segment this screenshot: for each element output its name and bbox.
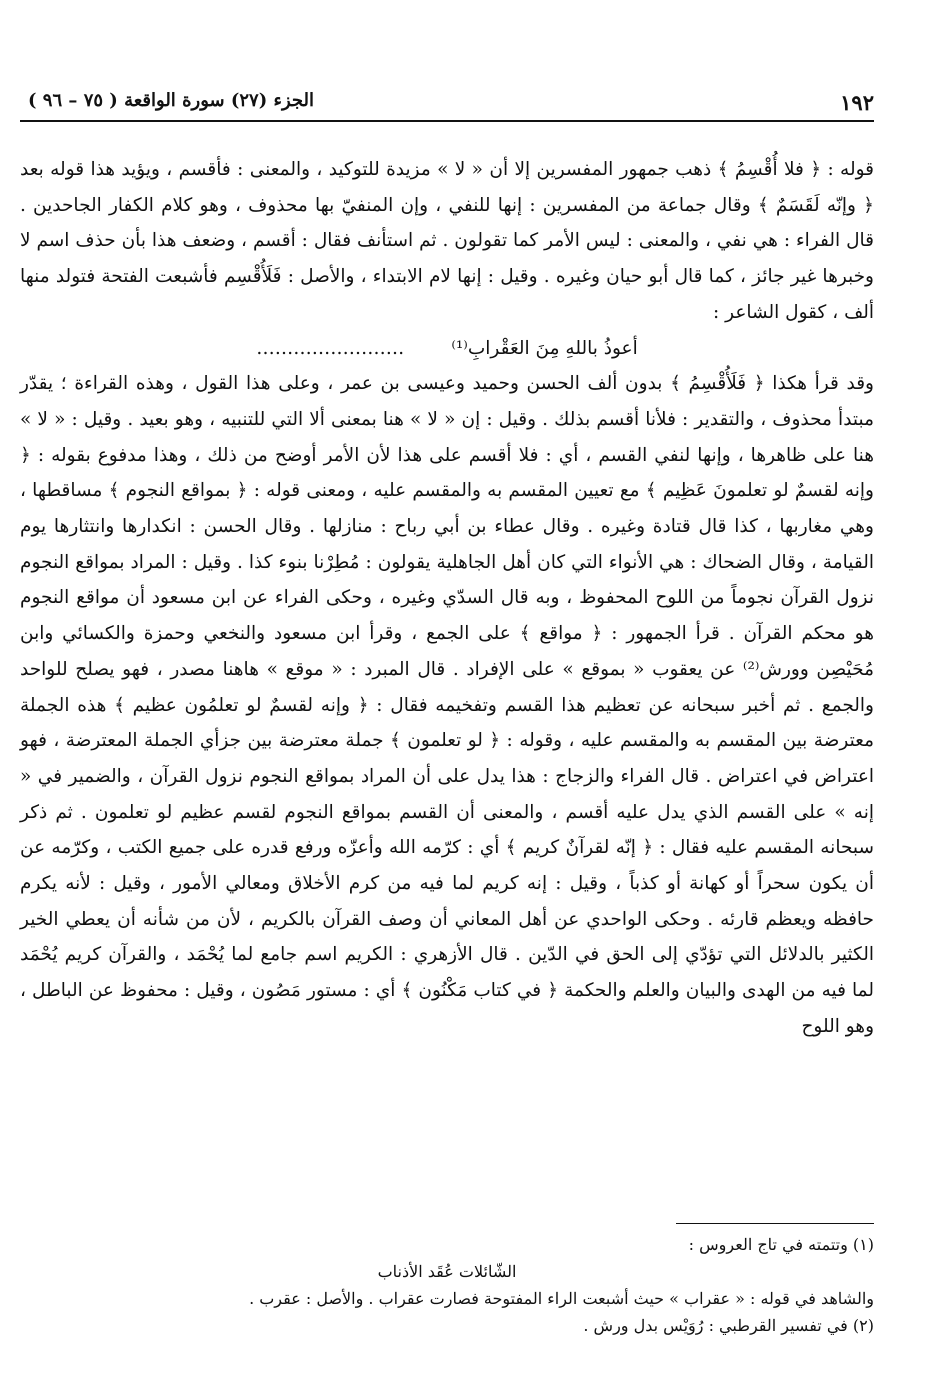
- page-header: [20, 88, 874, 122]
- verse-text: أعوذُ باللهِ مِنَ العَقْرابِ⁽¹⁾: [451, 337, 638, 359]
- footnote-separator: [676, 1223, 874, 1224]
- footnote-1-verse: الشّائلات عُقَد الأذناب: [377, 1262, 517, 1281]
- page-number: ١٩٢: [840, 90, 874, 115]
- running-head: الجزء (٢٧) سورة الواقعة ( ٧٥ – ٩٦ ): [28, 90, 314, 111]
- paragraph-1: قوله : ﴿ فلا أُقْسِمُ ﴾ ذهب جمهور المفسرين إلا أن « لا » مزيدة للتوكيد ، والمعنى : فأقسم ، ويؤيد هذا قوله بعد ﴿ وإنّه لَقَسَمٌ ﴾ وقال جماعة من المفسرين : إنها للنفي ، وإن المنفيّ بها محذوف ، وهو كلام الكفار الجاحدين . قال الفراء : هي نفي ، والمعنى : ليس الأمر كما تقولون . ثم استأنف فقال : أقسم ، وضعف هذا بأن حذف اسم لا وخبرها غير جائز ، كما قال أبو حيان وغيره . وقيل : إنها لام الابتداء ، والأصل : فَلَأُقْسِم فأشبعت الفتحة فتولد منها ألف ، كقول الشاعر :: [20, 159, 874, 323]
- footnotes: [20, 1231, 874, 1339]
- paragraph-2: وقد قرأ هكذا ﴿ فَلَأُقْسِمُ ﴾ بدون ألف الحسن وحميد وعيسى بن عمر ، وعلى هذا القول ، وهذه القراءة ؛ يقدّر مبتدأ محذوف ، والتقدير : فلأنا أقسم بذلك . وقيل : إن « لا » هنا بمعنى ألا التي للتنبيه ، وهو بعيد . وقيل : « لا » هنا على ظاهرها ، وإنها لنفي القسم ، أي : فلا أقسم على هذا لأن الأمر أوضح من ذلك ، وهذا مدفوع بقوله : ﴿ وإنه لقسمٌ لو تعلمونَ عَظِيم ﴾ مع تعيين المقسم به والمقسم عليه ، ومعنى قوله : ﴿ بمواقع النجوم ﴾ مساقطها ، وهي مغاربها ، كذا قال قتادة وغيره . وقال عطاء بن أبي رباح : منازلها . وقال الحسن : انكدارها وانتثارها يوم القيامة ، وقال الضحاك : هي الأنواء التي كان أهل الجاهلية يقولون : مُطِرْنا بنوء كذا . وقيل : المراد بمواقع النجوم نزول القرآن نجوماً من اللوح المحفوظ ، وبه قال السدّي وغيره ، وحكى الفراء عن ابن مسعود أن مواقع النجوم هو محكم القرآن . قرأ الجمهور : ﴿ مواقع ﴾ على الجمع ، وقرأ ابن مسعود والنخعي وحمزة والكسائي وابن مُحَيْصِن وورش⁽²⁾ عن يعقوب « بموقع » على الإفراد . قال المبرد : « موقع » هاهنا مصدر ، فهو يصلح للواحد والجمع . ثم أخبر سبحانه عن تعظيم هذا القسم وتفخيمه فقال : ﴿ وإنه لقسمٌ لو تعلمُون عظيم ﴾ هذه الجملة معترضة بين المقسم به والمقسم عليه ، وقوله : ﴿ لو تعلمون ﴾ جملة معترضة بين جزأي الجملة المعترضة ، فهو اعتراض في اعتراض . قال الفراء والزجاج : هذا يدل على أن المراد بمواقع النجوم نزول القرآن ، والضمير في « إنه » على القسم الذي يدل عليه أقسم ، والمعنى أن القسم بمواقع النجوم لقسم عظيم لو تعلمون . ثم ذكر سبحانه المقسم عليه فقال : ﴿ إنّه لقرآنٌ كريم ﴾ أي : كرّمه الله وأعزّه ورفع قدره على جميع الكتب ، وكرّمه عن أن يكون سحراً أو كهانة أو كذباً ، وقيل : إنه كريم لما فيه من كرم الأخلاق ومعالي الأمور ، وقيل : لأنه يكرم حافظه ويعظم قارئه . وحكى الواحدي عن أهل المعاني أن وصف القرآن بالكريم ، لأن من شأنه أن يعطي الخير الكثير بالدلائل التي تؤدّي إلى الحق في الدّين . قال الأزهري : الكريم اسم جامع لما يُحْمَد ، والقرآن كريم يُحْمَد لما فيه من الهدى والبيان والعلم والحكمة ﴿ في كتاب مَكْنُون ﴾ أي : مستور مَصُون ، وقيل : محفوظ عن الباطل ، وهو اللوح: [20, 373, 874, 1037]
- poetry-verse: [20, 331, 874, 367]
- footnote-1-note: والشاهد في قوله : « عقراب » حيث أشبعت الراء المفتوحة فصارت عقراب . والأصل : عقرب .: [249, 1289, 874, 1308]
- main-text: [20, 152, 874, 1045]
- footnote-1-intro: (١) وتتمته في تاج العروس :: [688, 1235, 874, 1254]
- verse-dots: ……………………: [256, 337, 405, 359]
- footnote-2: (٢) في تفسير القرطبي : رُوَيْس بدل ورش .: [583, 1316, 874, 1335]
